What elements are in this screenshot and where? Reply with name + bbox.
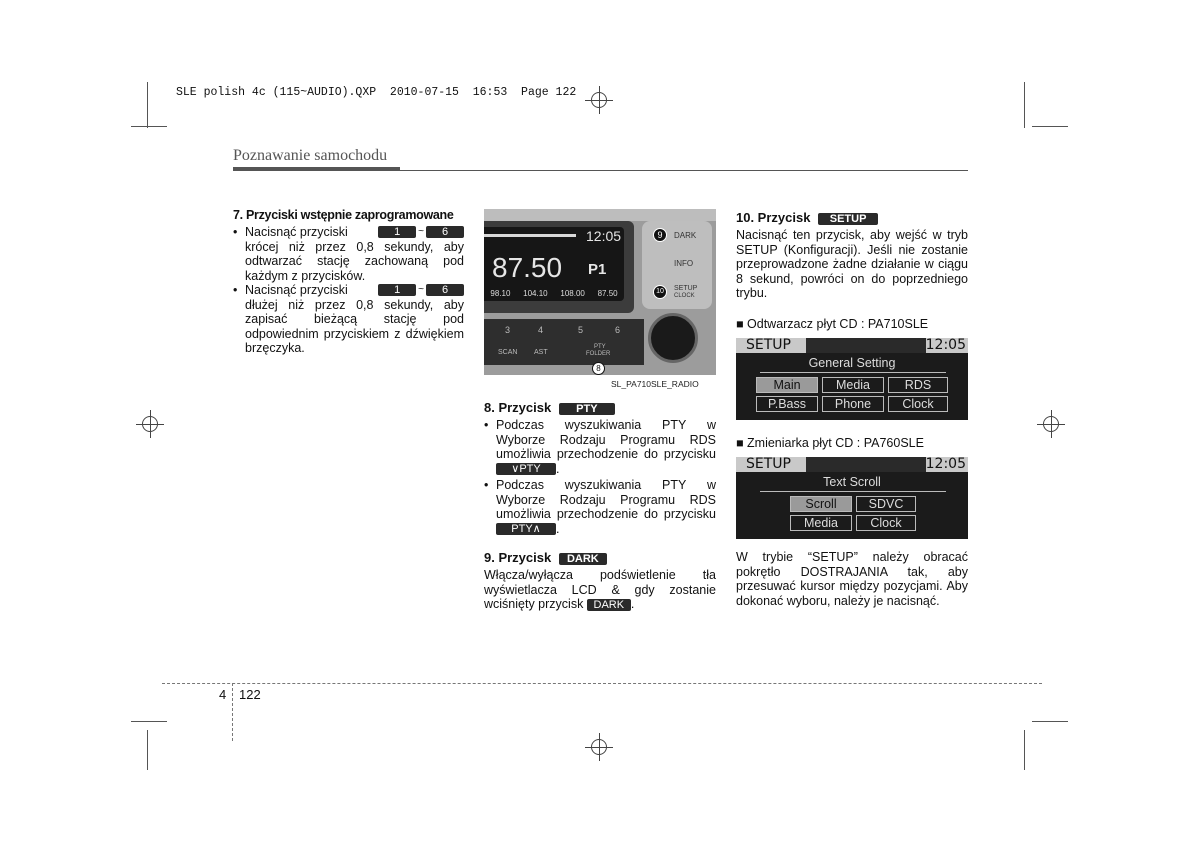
lcd-screen-pa710 [736,338,968,420]
column-1 [233,208,464,356]
crop-mark [1024,82,1025,128]
pty-label: PTY [594,344,606,350]
lcd-option-main[interactable]: Main [756,377,818,393]
period: . [556,521,560,536]
clock-button-label: CLOCK [674,293,695,299]
list-item [484,478,716,536]
heading-dark [484,550,716,565]
cd-changer-label: ■ Zmieniarka płyt CD : PA760SLE [736,436,924,450]
crop-mark [1032,126,1068,127]
registration-mark-icon [136,410,164,438]
button-number: 4 [538,325,544,335]
scan-label: SCAN [498,349,518,356]
key-1-label: 1 [378,226,416,238]
heading-text: 9. Przycisk [484,550,552,565]
registration-mark-icon [1037,410,1065,438]
paragraph [484,568,716,612]
lcd-option-pbass[interactable]: P.Bass [756,396,818,412]
pty-down-key-label: ∨PTY [496,463,556,475]
period: . [556,461,560,476]
chapter-number: 4 [219,687,227,702]
print-slug: SLE polish 4c (115~AUDIO).QXP 2010-07-15 16:53 Page 122 [176,86,577,99]
paragraph: Nacisnąć ten przycisk, aby wejść w tryb SETUP (Konfiguracji). Jeśli nie zostanie przeprowadzone żadne działanie w ciągu 8 sekund, powróci on do poprzedniego trybu. [736,228,968,300]
lcd-screen-pa760 [736,457,968,539]
lcd-option-scroll[interactable]: Scroll [790,496,852,512]
callout-label: 9 [657,230,663,240]
crop-mark [1024,730,1025,770]
registration-mark-icon [585,733,613,761]
registration-mark-icon [585,86,613,114]
period: . [630,597,635,611]
heading-presets: 7. Przyciski wstępnie zaprogramowane [233,208,454,222]
dark-key-label: DARK [559,553,607,565]
lcd-title: SETUP [746,456,791,472]
heading-setup [736,210,968,225]
bullet-text: Podczas wyszukiwania PTY w Wyborze Rodzaju Programu RDS umożliwia przechodzenie do przycisku [496,478,716,521]
cd-player-label: ■ Odtwarzacz płyt CD : PA710SLE [736,317,929,331]
header-rule [400,170,968,171]
callout-10 [653,285,667,299]
lcd-time: 12:05 [925,337,966,353]
button-number: 6 [615,325,621,335]
ast-label: AST [534,349,548,356]
info-button-label: INFO [674,259,694,268]
lcd-subtitle: Text Scroll [823,475,881,489]
lcd-time: 12:05 [925,456,966,472]
preset-list [484,289,624,298]
crop-mark [1032,721,1068,722]
column-3 [736,210,968,301]
footer-divider [232,683,233,741]
radio-display [484,227,624,301]
preset-freq: 108.00 [560,289,585,298]
bullet-text: Podczas wyszukiwania PTY w Wyborze Rodzaju Programu RDS umożliwia przechodzenie do przycisku [496,418,716,461]
crop-mark [131,126,167,127]
heading-pty [484,400,716,415]
callout-label: 8 [596,364,601,373]
key-6-label: 6 [426,226,464,238]
page-number: 122 [239,687,261,702]
tilde: ~ [418,284,424,295]
crop-mark [131,721,167,722]
setup-button-label: SETUP [674,285,698,292]
dark-button-label: DARK [674,231,697,240]
list-item [233,283,464,356]
lcd-option-clock[interactable]: Clock [856,515,916,531]
lcd-option-media[interactable]: Media [790,515,852,531]
lcd-title: SETUP [746,337,791,353]
list-item [484,418,716,476]
bullet-text: • Nacisnąć przyciski [245,283,348,297]
preset-freq: 87.50 [597,289,618,298]
button-number: 3 [505,325,511,335]
folder-label: FOLDER [586,351,611,357]
button-number: 5 [578,325,584,335]
radio-frequency: 87.50 [492,252,563,283]
column-2 [484,400,716,612]
footer-rule [162,683,1042,684]
lcd-option-rds[interactable]: RDS [888,377,948,393]
header-rule [233,167,400,171]
preset-freq: 104.10 [523,289,548,298]
dark-key-label: DARK [587,599,631,611]
tuning-knob [648,313,698,363]
section-title: Poznawanie samochodu [233,147,388,164]
lcd-option-media[interactable]: Media [822,377,884,393]
lcd-option-clock[interactable]: Clock [888,396,948,412]
callout-9 [653,228,667,242]
crop-mark [147,730,148,770]
paragraph: W trybie “SETUP” należy obracać pokrętło DOSTRAJANIA tak, aby przesuwać kursor między pozycjami. Aby dokonać wyboru, należy je nacisnąć. [736,550,968,608]
radio-photo [484,209,716,392]
lcd-option-sdvc[interactable]: SDVC [856,496,916,512]
callout-label: 10 [656,288,664,295]
pty-up-key-label: PTY∧ [496,523,556,535]
heading-text: 10. Przycisk [736,210,811,225]
tilde: ~ [418,226,424,237]
bullet-text: dłużej niż przez 0,8 sekundy, aby zapisać bieżącą stację pod odpowiednim przyciskiem z dźwiękiem brzęczyka. [245,297,464,355]
bullet-text: • Nacisnąć przyciski [245,225,348,239]
preset-freq: 98.10 [490,289,511,298]
key-6-label: 6 [426,284,464,296]
list-item [233,225,464,283]
pty-key-label: PTY [559,403,615,415]
paragraph-text: Włącza/wyłącza podświetlenie tła wyświetlacza LCD & gdy zostanie wciśnięty przycisk [484,568,716,611]
callout-8 [592,362,605,375]
setup-key-label: SETUP [818,213,878,225]
radio-pi: P1 [588,261,607,278]
bullet-text: krócej niż przez 0,8 sekundy, aby odtwarzać stację zachowaną pod każdym z przycisków. [245,239,464,283]
lcd-option-phone[interactable]: Phone [822,396,884,412]
key-1-label: 1 [378,284,416,296]
lcd-subtitle: General Setting [808,356,896,370]
radio-clock: 12:05 [586,228,622,244]
heading-text: 8. Przycisk [484,400,552,415]
image-caption: SL_PA710SLE_RADIO [611,379,699,389]
crop-mark [147,82,148,128]
